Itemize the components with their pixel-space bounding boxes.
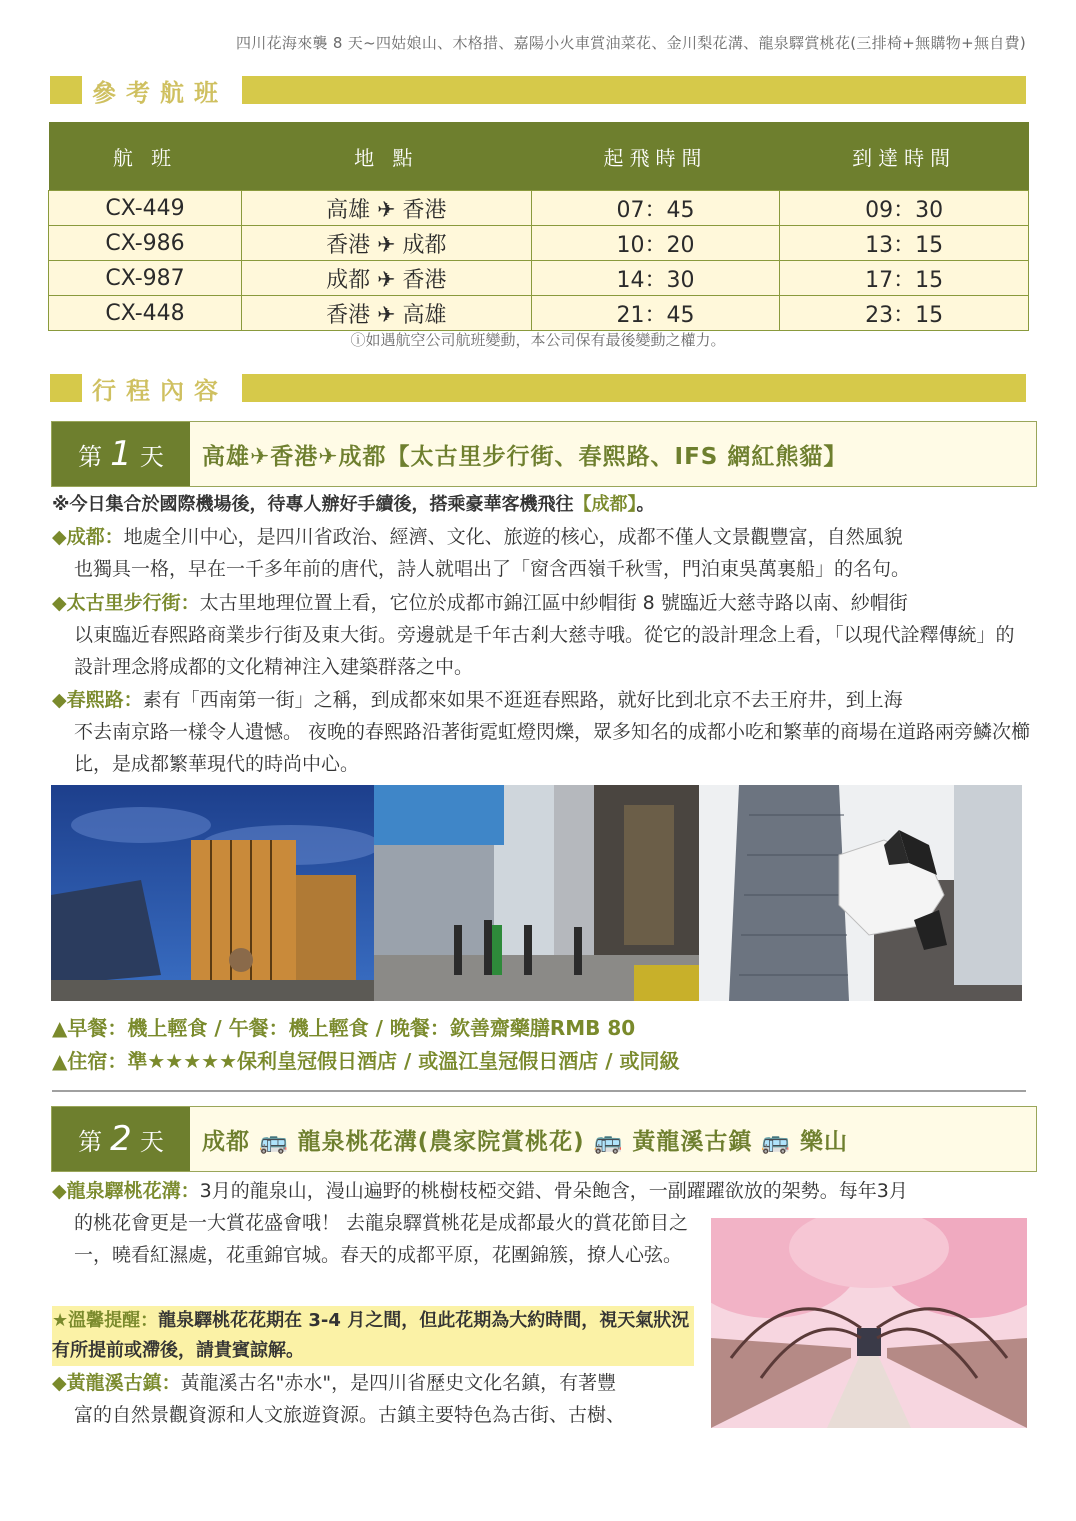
departure-time: 14：30 [531, 261, 780, 296]
warning-notice: ★溫馨提醒：龍泉驛桃花花期在 3-4 月之間，但此花期為大約時間，視天氣狀況有所提前或滯後，請貴賓諒解。 [52, 1306, 694, 1366]
photo-peach-blossom-tunnel [711, 1218, 1027, 1428]
table-row [49, 191, 1029, 226]
day-1-intro: ※今日集合於國際機場後，待專人辦好手續後，搭乘豪華客機飛往【成都】。 [52, 494, 655, 515]
flight-number: CX-449 [49, 191, 242, 226]
photo-ifs-panda [699, 785, 1022, 1001]
arrival-time: 17：15 [780, 261, 1029, 296]
section-bar-itinerary [50, 374, 1026, 405]
day-1-hotel: ▲住宿：準★★★★★保利皇冠假日酒店 / 或溫江皇冠假日酒店 / 或同級 [52, 1049, 680, 1073]
departure-time: 10：20 [531, 226, 780, 261]
page-header: 四川花海來襲 8 天~四姑娘山、木格措、嘉陽小火車賞油菜花、金川梨花溝、龍泉驛賞桃花(三排椅+無購物+無自費) [236, 34, 1026, 52]
table-row [49, 296, 1029, 331]
flight-number: CX-986 [49, 226, 242, 261]
photo-taikoo-night [51, 785, 374, 1001]
flight-header-departure: 起飛時間 [531, 122, 780, 191]
flight-header-flight: 航 班 [49, 122, 242, 191]
day-1-meals: ▲早餐：機上輕食 / 午餐：機上輕食 / 晚餐：欽善齋藥膳RMB 80 [52, 1016, 636, 1040]
day-1-header [51, 421, 1037, 487]
day-badge: 第 2 天 [52, 1107, 190, 1171]
day-1-title: 高雄✈香港✈成都【太古里步行街、春熙路、IFS 網紅熊貓】 [202, 443, 848, 470]
section-title-flights: 參考航班 [92, 78, 228, 107]
day-1-item-taikoo: ◆太古里步行街：太古里地理位置上看，它位於成都市錦江區中紗帽街 8 號臨近大慈寺路以南、紗帽街 以東臨近春熙路商業步行街及東大街。旁邊就是千年古剎大慈寺哦。從它的設計理念上看，「以現代詮釋傳統」的設計理念將成都的文化精神注入建築群落之中。 [52, 592, 1015, 678]
arrival-time: 13：15 [780, 226, 1029, 261]
arrival-time: 23：15 [780, 296, 1029, 331]
arrival-time: 09：30 [780, 191, 1029, 226]
flight-route: 香港 ✈ 高雄 [242, 296, 532, 331]
flight-number: CX-448 [49, 296, 242, 331]
flight-header-arrival: 到達時間 [780, 122, 1029, 191]
departure-time: 07：45 [531, 191, 780, 226]
flight-header-location: 地 點 [242, 122, 532, 191]
flight-route: 香港 ✈ 成都 [242, 226, 532, 261]
section-title-itinerary: 行程內容 [92, 376, 228, 405]
day-1-item-chengdu: ◆成都：地處全川中心，是四川省政治、經濟、文化、旅遊的核心，成都不僅人文景觀豐富，自然風貌 也獨具一格，早在一千多年前的唐代，詩人就唱出了「窗含西嶺千秋雪，門泊東吳萬裏船」的名句。 [52, 526, 911, 580]
day-badge: 第 1 天 [52, 422, 190, 486]
plane-icon: ✈ [377, 302, 396, 328]
flight-route: 成都 ✈ 香港 [242, 261, 532, 296]
plane-icon: ✈ [377, 197, 396, 223]
day-2-title: 成都 🚌 龍泉桃花溝(農家院賞桃花) 🚌 黃龍溪古鎮 🚌 樂山 [202, 1128, 848, 1155]
flight-route: 高雄 ✈ 香港 [242, 191, 532, 226]
section-bar-flights [50, 76, 1026, 107]
plane-icon: ✈ [377, 232, 396, 258]
day-divider [52, 1090, 1026, 1092]
flight-table [48, 122, 1029, 331]
plane-icon: ✈ [377, 267, 396, 293]
day-1-item-chunxi: ◆春熙路：素有「西南第一街」之稱，到成都來如果不逛逛春熙路，就好比到北京不去王府井，到上海 不去南京路一樣令人遺憾。 夜晚的春熙路沿著街霓虹燈閃爍，眾多知名的成都小吃和繁華的商場在道路兩旁鱗次櫛比，是成都繁華現代的時尚中心。 [52, 689, 1031, 775]
flight-number: CX-987 [49, 261, 242, 296]
table-row [49, 226, 1029, 261]
day-2-item-huanglongxi: ◆黃龍溪古鎮：黃龍溪古名"赤水"，是四川省歷史文化名鎮，有著豐 富的自然景觀資源和人文旅遊資源。古鎮主要特色為古街、古樹、 [52, 1372, 626, 1426]
flight-note: ⓘ如遇航空公司航班變動，本公司保有最後變動之權力。 [350, 331, 726, 349]
photo-chunxi-road [374, 785, 699, 1001]
table-row [49, 261, 1029, 296]
day-2-header [51, 1106, 1037, 1172]
day-2-item-longquan: ◆龍泉驛桃花溝：3月的龍泉山，漫山遍野的桃樹枝椏交錯、骨朵飽含，一副躍躍欲放的架勢。每年3月 的桃花會更是一大賞花盛會哦！ 去龍泉驛賞桃花是成都最火的賞花節目之一，曉看紅濕處，花重錦官城。春天的成都平原，花團錦簇，撩人心弦。 [52, 1180, 908, 1266]
departure-time: 21：45 [531, 296, 780, 331]
